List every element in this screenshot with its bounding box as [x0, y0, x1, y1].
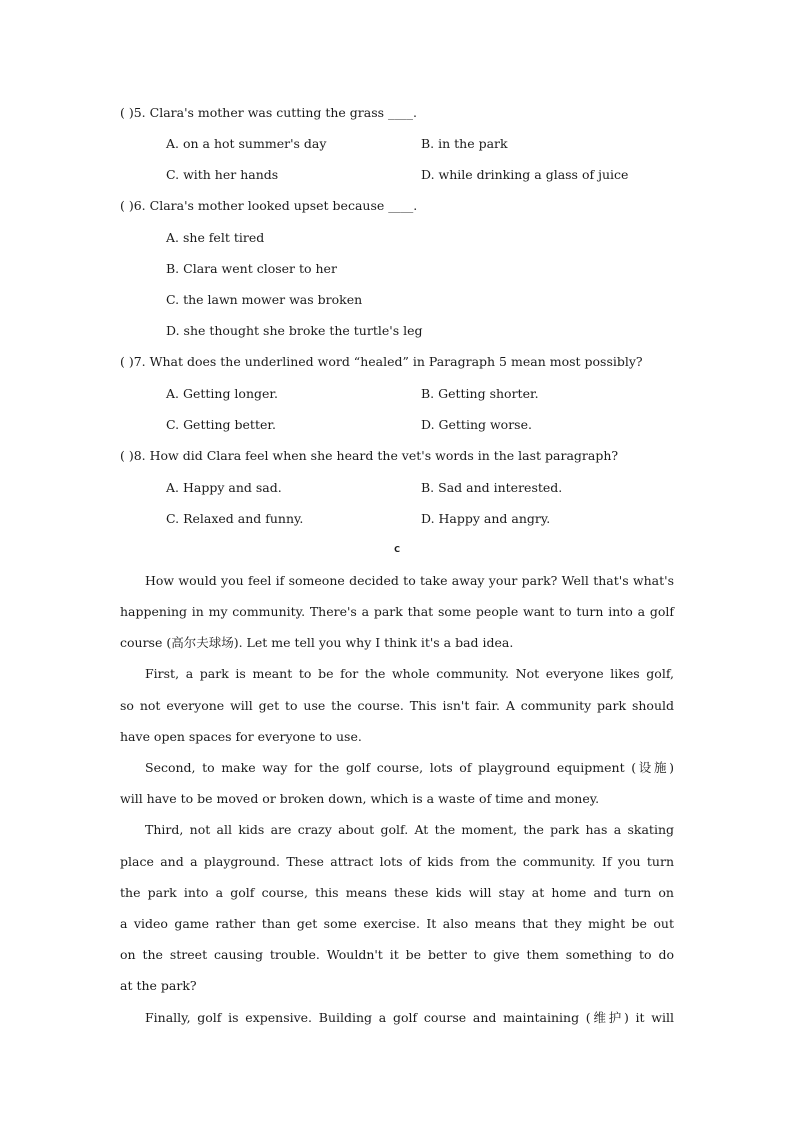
question-6-option-c: C. the lawn mower was broken — [166, 292, 363, 307]
question-5-stem: ( )5. Clara's mother was cutting the grass ____. — [120, 105, 418, 120]
passage-line: Second, to make way for the golf course, lots of playground equipment (设施) — [145, 760, 674, 775]
question-6-option-a: A. she felt tired — [166, 230, 265, 245]
passage-line: First, a park is meant to be for the whole community. Not everyone likes golf, — [145, 666, 674, 681]
question-5-option-d: D. while drinking a glass of juice — [421, 167, 629, 182]
question-6-stem: ( )6. Clara's mother looked upset because ____. — [120, 198, 418, 213]
passage-line: a video game rather than get some exercise. It also means that they might be out — [120, 916, 674, 931]
question-7-option-c: C. Getting better. — [166, 417, 276, 432]
passage-line: so not everyone will get to use the course. This isn't fair. A community park should — [120, 698, 674, 713]
passage-line: on the street causing trouble. Wouldn't it be better to give them something to do — [120, 947, 674, 962]
question-7-option-d: D. Getting worse. — [421, 417, 532, 432]
question-8-option-c: C. Relaxed and funny. — [166, 511, 304, 526]
passage-line: have open spaces for everyone to use. — [120, 729, 362, 744]
passage-line: happening in my community. There's a park that some people want to turn into a golf — [120, 604, 674, 619]
passage-line: Finally, golf is expensive. Building a golf course and maintaining (维护) it will — [145, 1010, 674, 1025]
question-8-option-a: A. Happy and sad. — [166, 480, 282, 495]
question-7-option-b: B. Getting shorter. — [421, 386, 539, 401]
passage-line: course (高尔夫球场). Let me tell you why I think it's a bad idea. — [120, 635, 514, 650]
question-6-option-b: B. Clara went closer to her — [166, 261, 337, 276]
question-7-option-a: A. Getting longer. — [166, 386, 278, 401]
question-8-stem: ( )8. How did Clara feel when she heard the vet's words in the last paragraph? — [120, 448, 619, 463]
passage-line: place and a playground. These attract lots of kids from the community. If you turn — [120, 854, 674, 869]
passage-line: How would you feel if someone decided to take away your park? Well that's what's — [145, 573, 674, 588]
question-8-option-d: D. Happy and angry. — [421, 511, 551, 526]
question-5-option-c: C. with her hands — [166, 167, 279, 182]
question-8-option-b: B. Sad and interested. — [421, 480, 563, 495]
passage-line: at the park? — [120, 978, 197, 993]
passage-line: the park into a golf course, this means these kids will stay at home and turn on — [120, 885, 674, 900]
question-5-option-a: A. on a hot summer's day — [166, 136, 327, 151]
passage-line: will have to be moved or broken down, which is a waste of time and money. — [120, 791, 600, 806]
section-c-title: C — [394, 545, 400, 554]
passage-line: Third, not all kids are crazy about golf. At the moment, the park has a skating — [145, 822, 674, 837]
question-7-stem: ( )7. What does the underlined word “healed” in Paragraph 5 mean most possibly? — [120, 354, 643, 369]
question-5-option-b: B. in the park — [421, 136, 508, 151]
question-6-option-d: D. she thought she broke the turtle's leg — [166, 323, 423, 338]
